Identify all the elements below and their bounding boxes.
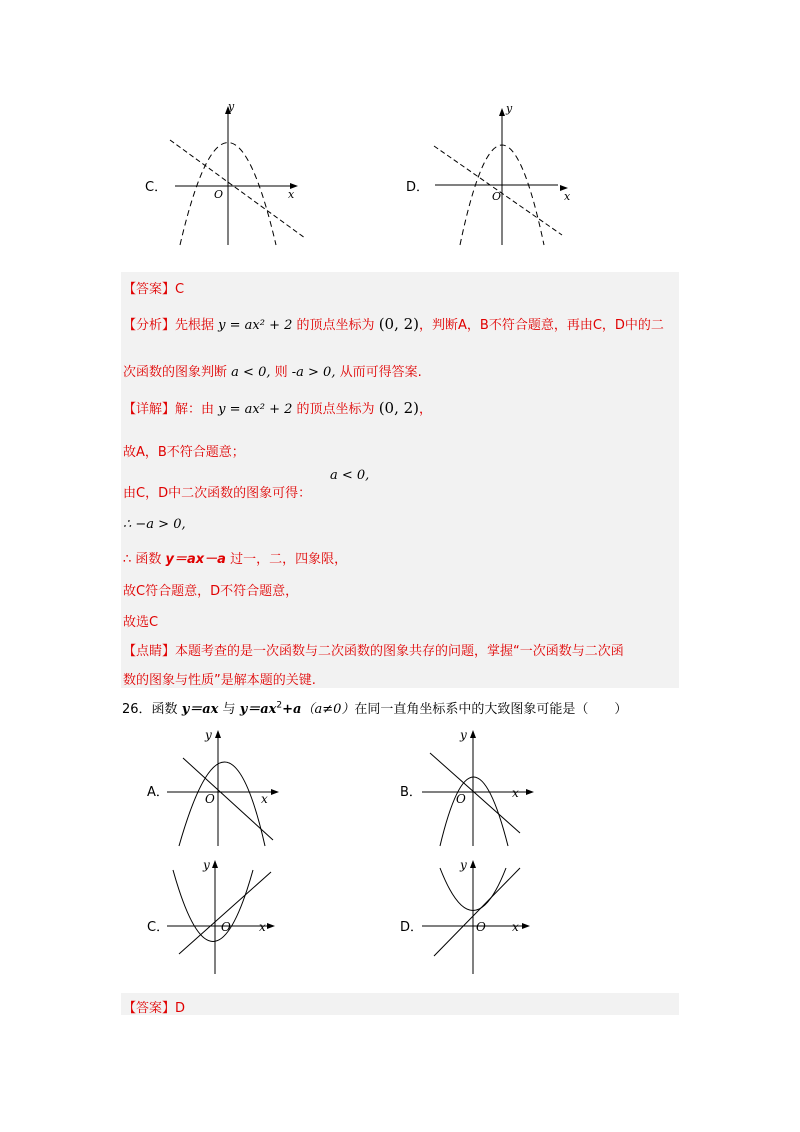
function-expression: y = ax² + 2 (218, 402, 293, 417)
x-axis-label: x (564, 190, 571, 203)
question-text: 在同一直角坐标系中的大致图象可能是（ ） (354, 702, 628, 717)
y-axis-label: y (460, 858, 467, 872)
q26-graph-c (165, 858, 285, 982)
detail-tag: 【详解】 (123, 402, 176, 417)
detail-text: ∴ 函数 (123, 552, 166, 567)
y-arrow (499, 108, 505, 116)
answer-26-box (121, 993, 679, 1015)
q26-graph-d (420, 858, 540, 982)
x-axis-label: x (512, 920, 519, 934)
y-axis-label: y (203, 858, 210, 872)
vertex-coordinate: (0, 2) (378, 315, 420, 333)
detail-text: ， (419, 402, 433, 417)
y-axis-label: y (205, 728, 212, 742)
answer-26-line (123, 997, 185, 1016)
comment-text: 本题考查的是一次函数与二次函数的图象共存的问题，掌握“一次函数与二次函 (175, 644, 624, 659)
analysis-text: 则 (270, 365, 288, 380)
x-arrow (267, 923, 275, 929)
graph-top-c (160, 100, 320, 254)
analysis-text: ，判断A，B不符合题意，再由C，D中的二 (419, 318, 664, 333)
analysis-tag: 【分析】 (123, 318, 176, 333)
parabola-curve (440, 777, 508, 846)
comment-line-2: 数的图象与性质”是解本题的关键. (123, 673, 316, 688)
answer-value: C (175, 282, 185, 297)
analysis-text: 的顶点坐标为 (296, 318, 375, 333)
graph-top-d (430, 100, 580, 254)
linear-function: y＝ax－a (165, 552, 226, 567)
detail-line-5 (123, 548, 347, 567)
solution-box (121, 272, 679, 688)
analysis-line-2 (123, 361, 422, 380)
condition: （a≠0） (301, 702, 355, 717)
line-curve (170, 140, 305, 238)
y-arrow (470, 730, 476, 738)
q26-option-d-label: D． (400, 920, 424, 935)
answer-26-value: D (175, 1001, 186, 1016)
detail-line-3 (123, 482, 311, 501)
detail-line-4 (123, 517, 186, 532)
q26-option-c-label: C． (147, 920, 170, 935)
function-2-constant: +a (282, 702, 302, 717)
parabola-curve (173, 870, 253, 942)
q26-graph-b (420, 728, 540, 852)
analysis-line-1 (123, 314, 664, 333)
q26-option-a-label: A． (147, 785, 169, 800)
function-1: y＝ax (181, 702, 219, 717)
detail-condition-a: a < 0, (330, 468, 370, 483)
detail-text: 过一，二，四象限， (225, 552, 348, 567)
x-axis-label: x (259, 920, 266, 934)
condition-a: a < 0, (231, 365, 271, 380)
x-axis-label: x (512, 786, 519, 800)
line-curve (183, 758, 273, 840)
option-d-label: D． (406, 180, 430, 195)
function-expression: y = ax² + 2 (218, 318, 293, 333)
comment-line-1 (123, 640, 624, 659)
line-curve (434, 868, 520, 956)
origin-label: O (476, 920, 486, 934)
therefore-neg-a: ∴ −a > 0, (123, 517, 186, 532)
x-arrow (522, 923, 530, 929)
origin-label: O (492, 190, 502, 203)
line-curve (430, 753, 520, 833)
y-arrow (470, 860, 476, 868)
y-axis-label: y (228, 100, 235, 113)
condition-neg-a: -a > 0, (291, 365, 336, 380)
detail-text: 由C，D中二次函数的图象可得： (123, 486, 312, 501)
vertex-coordinate: (0, 2) (378, 399, 420, 417)
question-text: 函数 (151, 702, 182, 717)
answer-line (123, 278, 184, 297)
x-arrow (526, 789, 534, 795)
comment-tag: 【点睛】 (123, 644, 176, 659)
x-axis-label: x (288, 188, 295, 201)
analysis-text: 次函数的图象判断 (123, 365, 228, 380)
y-axis-label: y (506, 102, 513, 115)
x-arrow (271, 789, 279, 795)
parabola-curve (179, 762, 265, 846)
q26-option-b-label: B． (400, 785, 422, 800)
function-2-exponent: 2 (276, 700, 283, 711)
detail-line-1 (123, 398, 432, 417)
y-arrow (212, 860, 218, 868)
function-2: y＝ax (239, 702, 277, 717)
origin-label: O (205, 792, 215, 806)
question-number: 26． (122, 702, 152, 717)
option-c-label: C． (145, 180, 168, 195)
detail-text: 解：由 (175, 402, 215, 417)
detail-line-6: 故C符合题意，D不符合题意， (123, 584, 299, 599)
detail-text: 的顶点坐标为 (296, 402, 375, 417)
question-26 (122, 698, 627, 717)
answer-26-tag: 【答案】 (123, 1001, 176, 1016)
detail-line-2: 故A，B不符合题意； (123, 445, 245, 460)
detail-line-7: 故选C (123, 615, 159, 630)
answer-tag: 【答案】 (123, 282, 176, 297)
origin-label: O (214, 188, 224, 201)
origin-label: O (221, 920, 231, 934)
y-axis-label: y (460, 728, 467, 742)
q26-graph-a (165, 728, 285, 852)
analysis-text: 先根据 (175, 318, 215, 333)
x-axis-label: x (261, 792, 268, 806)
y-arrow (215, 730, 221, 738)
line-curve (179, 872, 271, 954)
analysis-text: 从而可得答案. (335, 365, 422, 380)
question-text: 与 (218, 702, 240, 717)
origin-label: O (456, 792, 466, 806)
